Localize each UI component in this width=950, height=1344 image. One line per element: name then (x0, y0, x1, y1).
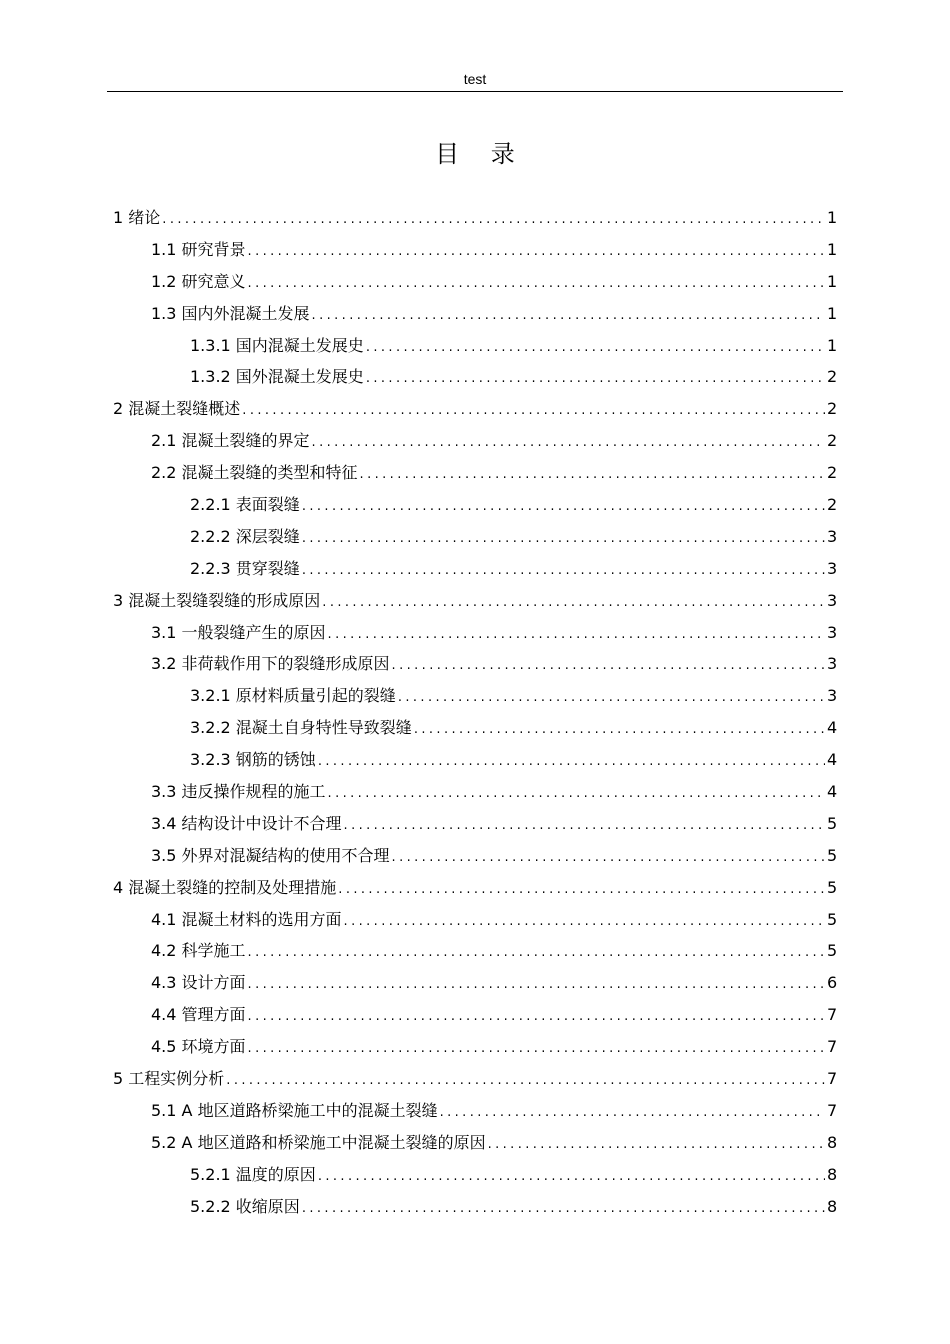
toc-page-number: 3 (827, 526, 838, 546)
toc-entry-text: 1.2 研究意义 (151, 271, 246, 291)
toc-dot-leader (360, 459, 825, 491)
toc-entry[interactable] (113, 999, 837, 1031)
toc-entry[interactable] (113, 776, 837, 808)
toc-page-number: 5 (827, 845, 838, 865)
toc-entry-text: 3.4 结构设计中设计不合理 (151, 813, 342, 833)
toc-entry[interactable] (113, 1127, 837, 1159)
toc-page-number: 1 (827, 208, 838, 227)
toc-page-number: 7 (827, 1037, 838, 1057)
toc-entry-text: 5.2.1 温度的原因 (190, 1164, 316, 1184)
toc-entry[interactable] (113, 1095, 837, 1127)
toc-entry-text: 4.2 科学施工 (151, 941, 246, 961)
toc-dot-leader (248, 937, 825, 969)
toc-dot-leader (328, 778, 825, 810)
toc-page-number: 6 (827, 973, 838, 993)
toc-entry-text: 5.1 A 地区道路桥梁施工中的混凝土裂缝 (151, 1100, 438, 1120)
toc-dot-leader (344, 906, 825, 938)
toc-page-number: 1 (827, 239, 838, 259)
toc-dot-leader (248, 236, 825, 268)
toc-entry-text: 5.2.2 收缩原因 (190, 1196, 300, 1216)
toc-entry-text: 3.1 一般裂缝产生的原因 (151, 622, 326, 642)
toc-entry[interactable] (113, 489, 837, 521)
toc-page-number: 5 (827, 813, 838, 833)
toc-dot-leader (302, 523, 825, 555)
toc-entry-text: 3.5 外界对混凝结构的使用不合理 (151, 845, 390, 865)
page-header-text: test (463, 71, 487, 87)
toc-page-number: 8 (827, 1196, 838, 1216)
toc-entry[interactable] (113, 202, 837, 234)
toc-entry-text: 2.1 混凝土裂缝的界定 (151, 431, 310, 451)
toc-dot-leader (302, 555, 825, 587)
toc-page-number: 2 (827, 367, 838, 387)
toc-entry[interactable] (113, 680, 837, 712)
toc-dot-leader (302, 491, 825, 523)
toc-entry[interactable] (113, 840, 837, 872)
toc-entry[interactable] (113, 967, 837, 999)
toc-entry[interactable] (113, 808, 837, 840)
toc-entry-text: 3.3 违反操作规程的施工 (151, 782, 326, 802)
toc-entry[interactable] (113, 617, 837, 649)
toc-entry[interactable] (113, 553, 837, 585)
toc-entry-text: 3.2.3 钢筋的锈蚀 (190, 750, 316, 770)
toc-entry[interactable] (113, 935, 837, 967)
toc-entry[interactable] (113, 457, 837, 489)
toc-page-number: 1 (827, 271, 838, 291)
toc-page-number: 5 (827, 941, 838, 961)
toc-dot-leader (344, 810, 825, 842)
toc-entry-text: 3.2.2 混凝土自身特性导致裂缝 (190, 718, 412, 738)
toc-entry-text: 2.2.1 表面裂缝 (190, 495, 300, 515)
toc-dot-leader (366, 363, 825, 395)
toc-page-number: 4 (827, 782, 838, 802)
toc-dot-leader (328, 619, 825, 651)
toc-dot-leader (338, 874, 825, 906)
toc-entry-text: 1.3.1 国内混凝土发展史 (190, 335, 364, 355)
toc-page-number: 3 (827, 654, 838, 674)
toc-dot-leader (226, 1065, 825, 1097)
toc-page-number: 1 (827, 335, 838, 355)
toc-page-number: 5 (827, 909, 838, 929)
toc-entry[interactable] (113, 712, 837, 744)
toc-entry-text: 2 混凝土裂缝概述 (113, 399, 241, 419)
toc-dot-leader (242, 395, 825, 427)
toc-entry-text: 4.1 混凝土材料的选用方面 (151, 909, 342, 929)
toc-entry[interactable] (113, 361, 837, 393)
toc-entry-text: 5 工程实例分析 (113, 1069, 225, 1089)
toc-entry-text: 2.2.2 深层裂缝 (190, 526, 300, 546)
toc-entry[interactable] (113, 393, 837, 425)
toc-title: 目 录 (435, 140, 527, 168)
toc-dot-leader (162, 204, 825, 236)
toc-entry[interactable] (113, 425, 837, 457)
toc-entry[interactable] (113, 585, 837, 617)
toc-entry[interactable] (113, 298, 837, 330)
toc-dot-leader (302, 1193, 825, 1225)
toc-entry-text: 4.3 设计方面 (151, 973, 246, 993)
toc-page-number: 7 (827, 1100, 838, 1120)
toc-entry-text: 2.2.3 贯穿裂缝 (190, 558, 300, 578)
toc-dot-leader (248, 268, 825, 300)
toc-entry[interactable] (113, 1031, 837, 1063)
toc-dot-leader (248, 1001, 825, 1033)
toc-dot-leader (322, 587, 825, 619)
toc-entry[interactable] (113, 1191, 837, 1223)
toc-entry-text: 1.1 研究背景 (151, 239, 246, 259)
toc-entry[interactable] (113, 872, 837, 904)
toc-page-number: 2 (827, 431, 838, 451)
toc-entry-text: 1.3 国内外混凝土发展 (151, 303, 310, 323)
toc-entry[interactable] (113, 1159, 837, 1191)
toc-page-number: 1 (827, 303, 838, 323)
toc-page-number: 3 (827, 558, 838, 578)
toc-page-number: 7 (827, 1005, 838, 1025)
toc-entry[interactable] (113, 648, 837, 680)
toc-page-number: 2 (827, 399, 838, 419)
toc-dot-leader (440, 1097, 825, 1129)
toc-entry-text: 4.5 环境方面 (151, 1037, 246, 1057)
toc-dot-leader (366, 332, 825, 364)
toc-page-number: 2 (827, 495, 838, 515)
toc-dot-leader (318, 1161, 825, 1193)
toc-entry-text: 2.2 混凝土裂缝的类型和特征 (151, 463, 358, 483)
header-divider (107, 91, 843, 92)
toc-page-number: 3 (827, 590, 838, 610)
toc-entry-text: 4.4 管理方面 (151, 1005, 246, 1025)
toc-entry-text: 3.2.1 原材料质量引起的裂缝 (190, 686, 396, 706)
toc-entry[interactable] (113, 904, 837, 936)
toc-entry[interactable] (113, 330, 837, 362)
toc-entry-text: 1.3.2 国外混凝土发展史 (190, 367, 364, 387)
toc-entry-text: 3 混凝土裂缝裂缝的形成原因 (113, 590, 321, 610)
toc-page-number: 4 (827, 718, 838, 738)
toc-dot-leader (248, 969, 825, 1001)
toc-dot-leader (392, 650, 825, 682)
toc-dot-leader (414, 714, 825, 746)
toc-page-number: 2 (827, 463, 838, 483)
toc-entry-text: 1 绪论 (113, 208, 161, 227)
toc-entry-text: 5.2 A 地区道路和桥梁施工中混凝土裂缝的原因 (151, 1132, 486, 1152)
toc-entry[interactable] (113, 521, 837, 553)
toc-entry-text: 3.2 非荷载作用下的裂缝形成原因 (151, 654, 390, 674)
toc-entry[interactable] (113, 1063, 837, 1095)
toc-entry[interactable] (113, 234, 837, 266)
toc-page-number: 4 (827, 750, 838, 770)
table-of-contents (113, 202, 837, 1223)
toc-dot-leader (318, 746, 825, 778)
toc-dot-leader (312, 300, 825, 332)
toc-entry[interactable] (113, 744, 837, 776)
toc-page-number: 8 (827, 1164, 838, 1184)
toc-page-number: 3 (827, 686, 838, 706)
toc-dot-leader (488, 1129, 825, 1161)
toc-dot-leader (398, 682, 825, 714)
toc-page-number: 3 (827, 622, 838, 642)
toc-dot-leader (312, 427, 825, 459)
toc-dot-leader (392, 842, 825, 874)
toc-page-number: 8 (827, 1132, 838, 1152)
toc-entry[interactable] (113, 266, 837, 298)
toc-entry-text: 4 混凝土裂缝的控制及处理措施 (113, 877, 337, 897)
toc-page-number: 5 (827, 877, 838, 897)
toc-page-number: 7 (827, 1069, 838, 1089)
toc-dot-leader (248, 1033, 825, 1065)
